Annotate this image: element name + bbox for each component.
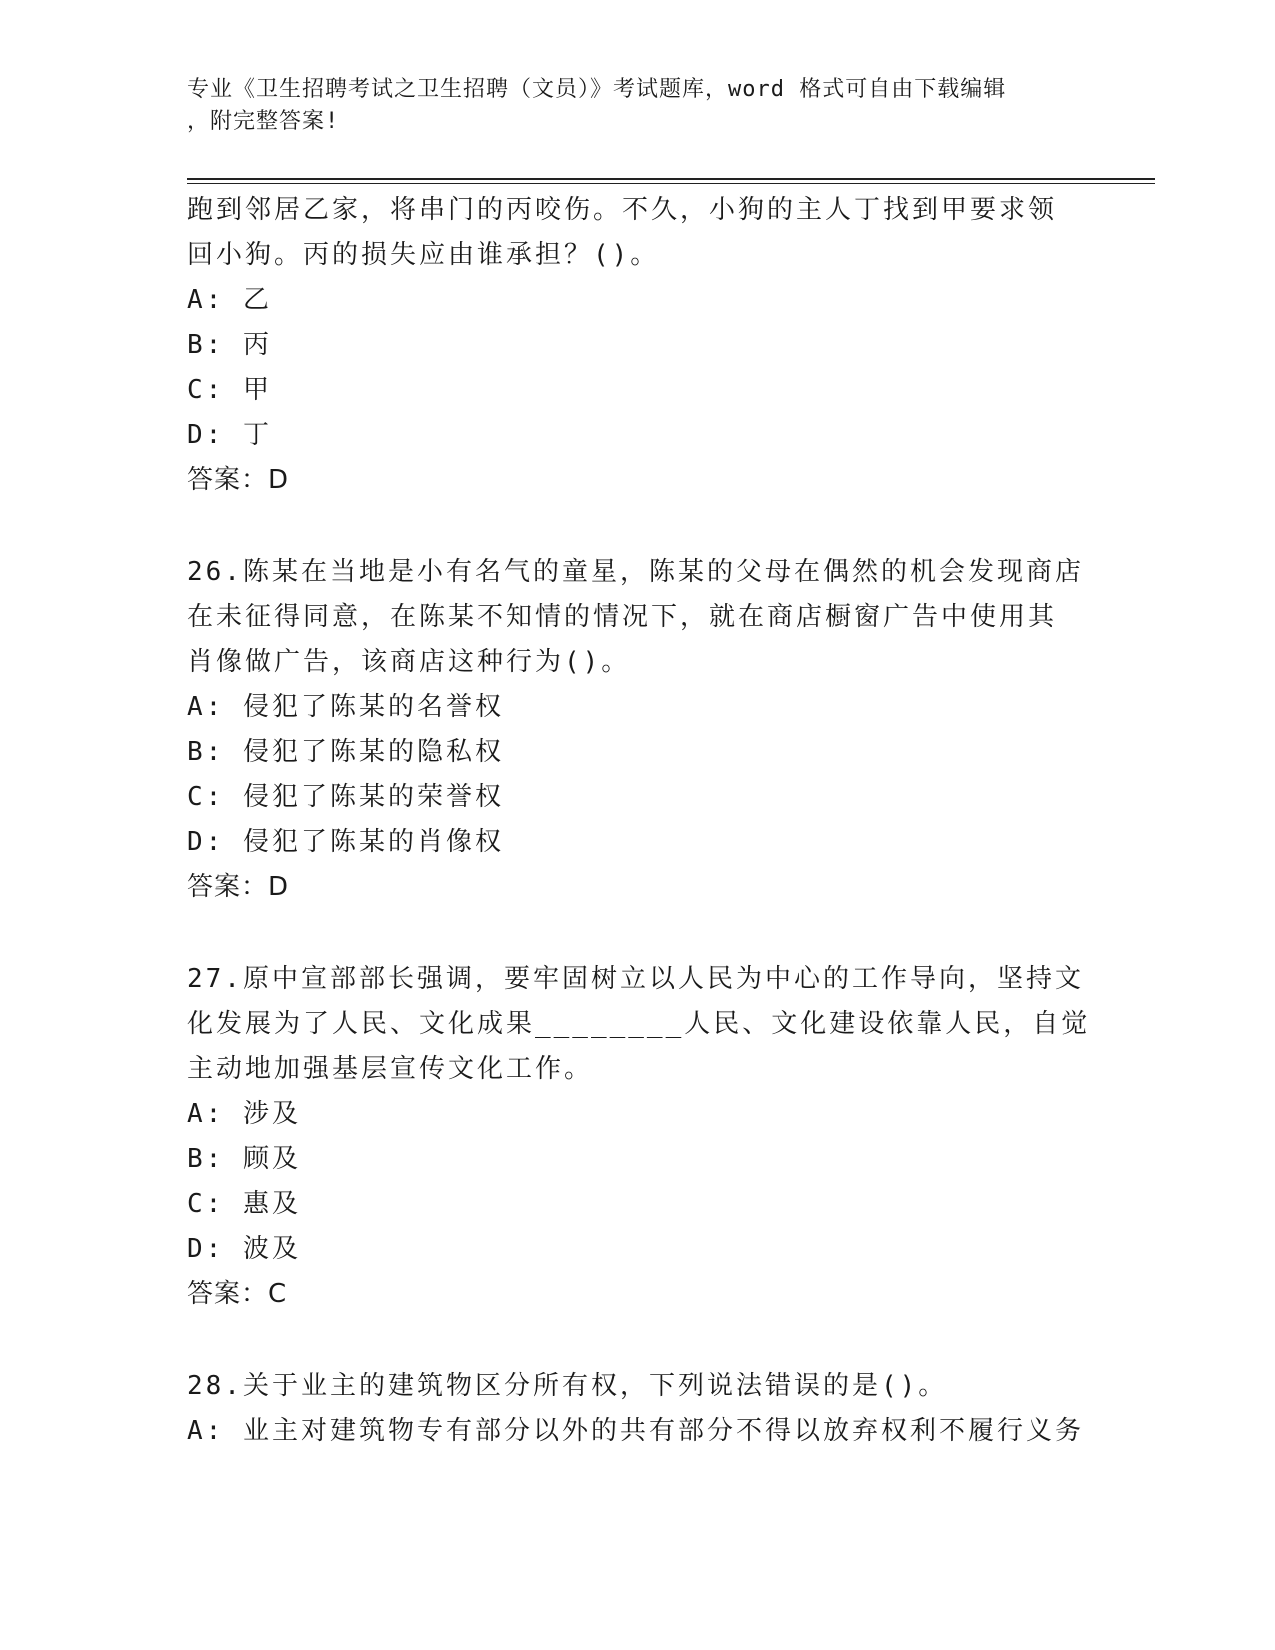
question-stem-line: 肖像做广告，该商店这种行为()。	[187, 647, 631, 677]
question-stem-line: 26.陈某在当地是小有名气的童星，陈某的父母在偶然的机会发现商店	[187, 557, 1084, 587]
option-c: C: 侵犯了陈某的荣誉权	[187, 782, 504, 812]
option-c: C: 甲	[187, 375, 272, 405]
option-b: B: 侵犯了陈某的隐私权	[187, 737, 504, 767]
question-26	[187, 550, 1087, 910]
option-a: A: 涉及	[187, 1099, 301, 1129]
question-25	[187, 188, 1087, 503]
question-stem-line: 27.原中宣部部长强调，要牢固树立以人民为中心的工作导向，坚持文	[187, 964, 1084, 994]
question-28	[187, 1364, 1087, 1454]
spacer	[187, 1317, 1087, 1364]
question-27	[187, 957, 1091, 1317]
header-line-1: 专业《卫生招聘考试之卫生招聘（文员）》考试题库，word 格式可自由下载编辑	[187, 77, 1007, 102]
option-d: D: 侵犯了陈某的肖像权	[187, 827, 504, 857]
option-d: D: 波及	[187, 1234, 301, 1264]
option-d: D: 丁	[187, 420, 272, 450]
answer-line: 答案：D	[187, 465, 290, 495]
option-a: A: 乙	[187, 285, 272, 315]
answer-line: 答案：C	[187, 1279, 288, 1309]
question-stem-line: 28.关于业主的建筑物区分所有权，下列说法错误的是()。	[187, 1371, 948, 1401]
document-header	[187, 74, 1067, 138]
option-a: A: 业主对建筑物专有部分以外的共有部分不得以放弃权利不履行义务	[187, 1416, 1084, 1446]
header-divider-thin	[187, 183, 1155, 184]
question-list	[187, 188, 1091, 1454]
option-c: C: 惠及	[187, 1189, 301, 1219]
header-divider-thick	[187, 178, 1155, 180]
question-stem-line: 回小狗。丙的损失应由谁承担？()。	[187, 240, 660, 270]
spacer	[187, 910, 1087, 957]
question-stem-line: 化发展为了人民、文化成果________人民、文化建设依靠人民，自觉	[187, 1009, 1091, 1039]
option-b: B: 丙	[187, 330, 272, 360]
answer-line: 答案：D	[187, 872, 290, 902]
question-stem-line: 主动地加强基层宣传文化工作。	[187, 1054, 594, 1084]
question-stem-line: 在未征得同意，在陈某不知情的情况下，就在商店橱窗广告中使用其	[187, 602, 1058, 632]
spacer	[187, 503, 1087, 550]
option-a: A: 侵犯了陈某的名誉权	[187, 692, 504, 722]
question-stem-line: 跑到邻居乙家，将串门的丙咬伤。不久，小狗的主人丁找到甲要求领	[187, 195, 1058, 225]
option-b: B: 顾及	[187, 1144, 301, 1174]
header-line-2: ，附完整答案!	[187, 109, 340, 134]
